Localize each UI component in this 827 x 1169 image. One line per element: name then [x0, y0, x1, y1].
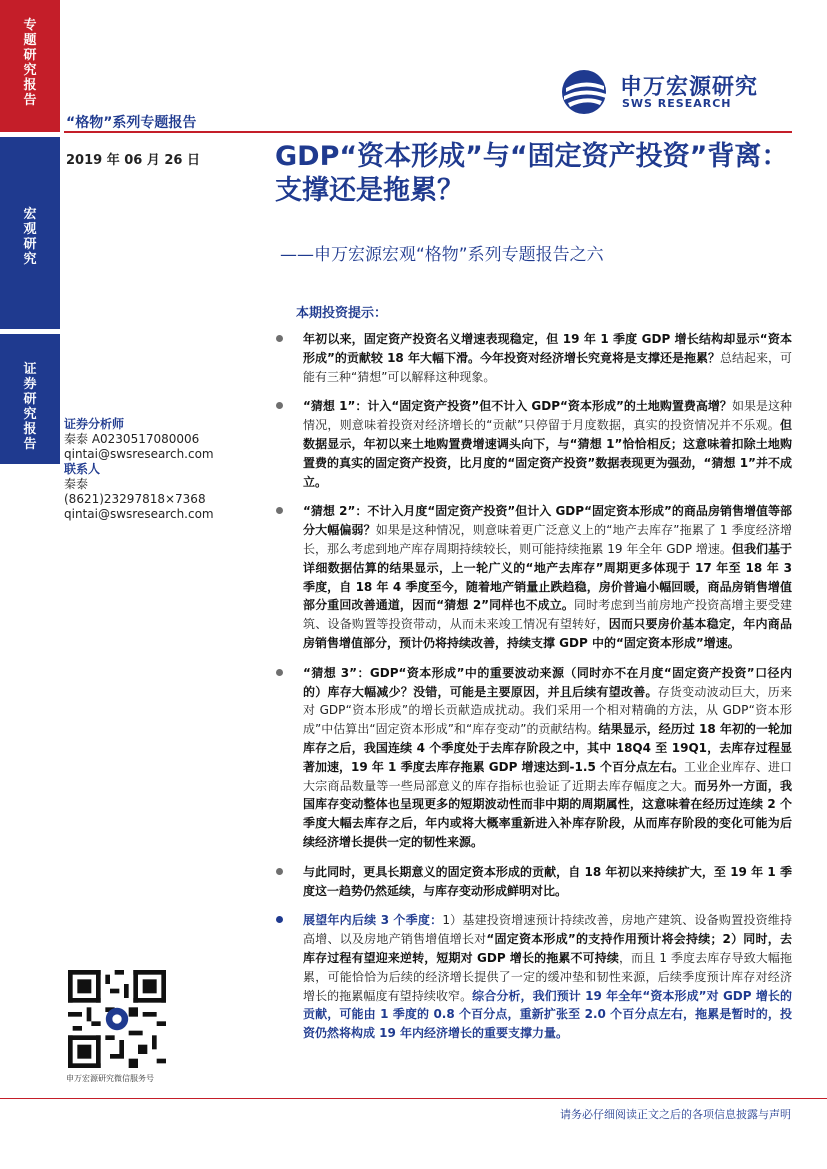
bullet-dot-icon — [276, 669, 283, 676]
report-subtitle: ——申万宏源宏观“格物”系列专题报告之六 — [280, 245, 604, 265]
sidebar-label-securities: 证券研究报告 — [23, 362, 37, 452]
wechat-qr-code-icon[interactable] — [68, 970, 166, 1068]
sidebar-block-securities — [0, 334, 60, 464]
sws-logo-icon — [560, 68, 612, 116]
highlight-item: 年初以来，固定资产投资名义增速表现稳定，但 19 年 1 季度 GDP 增长结构却显示“资本形成”的贡献较 18 年大幅下滑。今年投资对经济增长究竟将是支撑还是拖累？总结起来，可能有三种“猜想”可以解释这种现象。 — [276, 330, 792, 386]
contact-name: 秦泰 — [64, 477, 89, 491]
series-label: “格物”系列专题报告 — [66, 115, 197, 131]
bullet-dot-icon — [276, 402, 283, 409]
header-divider — [64, 131, 792, 133]
contact-role: 联系人 — [64, 462, 101, 476]
sidebar-block-category — [0, 137, 60, 329]
footer-divider — [0, 1098, 827, 1099]
analyst-email[interactable]: qintai@swsresearch.com — [64, 447, 214, 461]
section-heading: 本期投资提示： — [296, 306, 388, 321]
bullet-dot-icon — [276, 916, 283, 923]
highlight-item: 展望年内后续 3 个季度：1）基建投资增速预计持续改善，房地产建筑、设备购置投资维持高增、以及房地产销售增值增长对“固定资本形成”的支持作用预计将会持续；2）同时，去库存过程有望迎来逆转，短期对 GDP 增长的拖累不可持续，而且 1 季度去库存导致大幅拖累，可能恰恰为后续的经济增长提供了一定的缓冲垫和韧性来源，后续季度预计库存对经济增长的拖累幅度有望持续收窄。综合分析，我们预计 19 年全年“资本形成”对 GDP 增长的贡献，可能由 1 季度的 0.8 个百分点，重新扩张至 2.0 个百分点左右，拖累是暂时的，投资仍然将构成 19 年内经济增长的重要支撑力量。 — [276, 911, 792, 1043]
highlight-item: “猜想 1”：计入“固定资产投资”但不计入 GDP“资本形成”的土地购置费高增？如果是这种情况，则意味着投资对经济增长的“贡献”只停留于月度数据，真实的投资情况并不乐观。但数据显示，年初以来土地购置费增速调头向下，与“猜想 1”恰恰相反；这意味着扣除土地购置费的真实的固定资产投资，比月度的“固定资产投资”数据表现更为强劲，“猜想 1”并不成立。 — [276, 397, 792, 491]
highlight-item: 与此同时，更具长期意义的固定资本形成的贡献，自 18 年初以来持续扩大，至 19 年 1 季度这一趋势仍然延续，与库存变动形成鲜明对比。 — [276, 863, 792, 901]
report-date: 2019 年 06 月 26 日 — [66, 153, 200, 168]
sws-logo — [560, 68, 800, 116]
investment-highlights — [276, 330, 792, 1054]
logo-chinese-text: 申万宏源研究 — [620, 75, 759, 100]
contact-phone: (8621)23297818×7368 — [64, 492, 206, 506]
report-title: GDP“资本形成”与“固定资产投资”背离：支撑还是拖累？ — [275, 141, 789, 206]
sidebar-label-category: 宏观研究 — [23, 207, 37, 267]
sidebar-label-report-type: 专题研究报告 — [23, 18, 37, 108]
contact-email[interactable]: qintai@swsresearch.com — [64, 507, 214, 521]
bullet-dot-icon — [276, 507, 283, 514]
highlight-item: “猜想 3”：GDP“资本形成”中的重要波动来源（同时亦不在月度“固定资产投资”口径内的）库存大幅减少？没错，可能是主要原因，并且后续有望改善。存货变动波动巨大，历来对 GDP“资本形成”的增长贡献造成扰动。我们采用一个相对精确的方法，从 GDP“资本形成”中估算出“固定资本形成”和“库存变动”的贡献结构。结果显示，经历过 18 年初的一轮加库存之后，我国连续 4 个季度处于去库存阶段之中，其中 18Q4 至 19Q1，去库存过程显著加速，19 年 1 季度去库存拖累 GDP 增速达到-1.5 个百分点左右。工业企业库存、进口大宗商品数量等一些局部意义的库存指标也验证了近期去库存幅度之大。而另外一方面，我国库存变动整体也呈现更多的短期波动性而非中期的周期属性，这意味着在经历过连续 2 个季度大幅去库存之后，年内或将大概率重新进入补库存阶段，从而库存阶段的变化可能为后续经济增长提供一定的韧性来源。 — [276, 664, 792, 852]
footer-disclaimer: 请务必仔细阅读正文之后的各项信息披露与声明 — [560, 1108, 791, 1121]
sidebar-block-report-type — [0, 0, 60, 132]
logo-english-text: SWS RESEARCH — [622, 97, 732, 110]
analyst-name: 秦泰 A0230517080006 — [64, 432, 200, 446]
analyst-info — [64, 417, 264, 522]
highlight-item: “猜想 2”：不计入月度“固定资产投资”但计入 GDP“固定资本形成”的商品房销售增值等部分大幅偏弱？如果是这种情况，则意味着更广泛意义上的“地产去库存”拖累了 1 季度经济增长，那么考虑到地产库存周期持续较长，则可能持续拖累 19 年全年 GDP 增速。但我们基于详细数据估算的结果显示，上一轮广义的“地产去库存”周期更多体现于 17 年至 18 年 3 季度，自 18 年 4 季度至今，随着地产销量止跌趋稳，房价普遍小幅回暖，商品房销售增值部分重回改善通道，因而“猜想 2”同样也不成立。同时考虑到当前房地产投资高增主要受建筑、设备购置等投资带动，从而未来竣工情况有望转好，因而只要房价基本稳定，年内商品房销售增值部分，预计仍将持续改善，持续支撑 GDP 中的“固定资本形成”增速。 — [276, 502, 792, 652]
bullet-dot-icon — [276, 868, 283, 875]
bullet-dot-icon — [276, 335, 283, 342]
analyst-role: 证券分析师 — [64, 417, 125, 431]
qr-caption: 申万宏源研究微信服务号 — [66, 1074, 154, 1083]
